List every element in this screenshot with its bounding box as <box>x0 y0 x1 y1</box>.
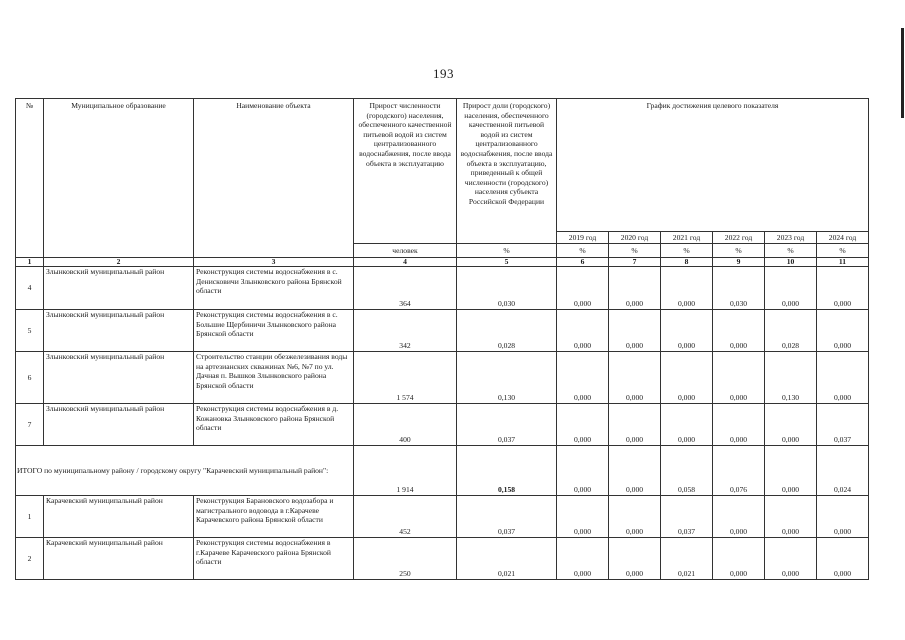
total-label: ИТОГО по муниципальному району / городскому округу "Карачевский муниципальный район": <box>16 446 354 496</box>
row-2021: 0,000 <box>661 310 713 352</box>
row-municipality: Злынковский муниципальный район <box>44 267 194 310</box>
row-share: 0,037 <box>457 404 557 446</box>
row-2023: 0,000 <box>765 404 817 446</box>
row-2021: 0,000 <box>661 352 713 404</box>
header-schedule: График достижения целевого показателя <box>557 99 869 232</box>
column-number: 7 <box>609 258 661 267</box>
row-object: Строительство станции обезжелезивания воды на артезианских скважинах №6, №7 по ул. Дачная п. Вышков Злынковского района Брянской области <box>194 352 354 404</box>
row-2022: 0,000 <box>713 404 765 446</box>
row-municipality: Карачевский муниципальный район <box>44 538 194 580</box>
row-2022: 0,030 <box>713 267 765 310</box>
row-share: 0,028 <box>457 310 557 352</box>
row-object: Реконструкция Барановского водозабора и магистрального водовода в г.Карачеве Карачевского района Брянской области <box>194 496 354 538</box>
row-share: 0,037 <box>457 496 557 538</box>
row-people: 250 <box>354 538 457 580</box>
row-2021: 0,021 <box>661 538 713 580</box>
row-share: 0,030 <box>457 267 557 310</box>
table-row <box>16 538 869 580</box>
total-share: 0,158 <box>457 446 557 496</box>
row-2023: 0,000 <box>765 267 817 310</box>
row-2022: 0,000 <box>713 310 765 352</box>
year-2022: 2022 год <box>713 231 765 243</box>
row-num: 5 <box>16 310 44 352</box>
row-num: 1 <box>16 496 44 538</box>
unit-percent: % <box>765 244 817 258</box>
row-2023: 0,028 <box>765 310 817 352</box>
row-share: 0,021 <box>457 538 557 580</box>
table-row <box>16 352 869 404</box>
row-people: 1 574 <box>354 352 457 404</box>
total-people: 1 914 <box>354 446 457 496</box>
row-people: 364 <box>354 267 457 310</box>
row-2022: 0,000 <box>713 538 765 580</box>
table-row <box>16 404 869 446</box>
row-2024: 0,000 <box>817 352 869 404</box>
total-2019: 0,000 <box>557 446 609 496</box>
table-row <box>16 267 869 310</box>
table-header-row <box>16 99 869 232</box>
row-municipality: Злынковский муниципальный район <box>44 310 194 352</box>
row-2023: 0,000 <box>765 496 817 538</box>
column-number: 6 <box>557 258 609 267</box>
row-object: Реконструкция системы водоснабжения в с. Большие Щербиничи Злынковского района Брянской области <box>194 310 354 352</box>
row-2020: 0,000 <box>609 352 661 404</box>
header-increase-share: Прирост доли (городского) населения, обеспеченного качественной питьевой водой из систем централизованного водоснабжения, после ввода объекта в эксплуатацию, приведенный к общей численности (городского) населения субъекта Российской Федерации <box>457 99 557 244</box>
header-object: Наименование объекта <box>194 99 354 258</box>
row-2024: 0,000 <box>817 310 869 352</box>
row-2024: 0,037 <box>817 404 869 446</box>
column-number-row <box>16 258 869 267</box>
row-object: Реконструкция системы водоснабжения в с. Денисковичи Злынковского района Брянской области <box>194 267 354 310</box>
unit-people: человек <box>354 244 457 258</box>
unit-percent: % <box>713 244 765 258</box>
row-2020: 0,000 <box>609 310 661 352</box>
target-indicator-table <box>15 98 869 580</box>
unit-percent: % <box>457 244 557 258</box>
year-2024: 2024 год <box>817 231 869 243</box>
row-2022: 0,000 <box>713 496 765 538</box>
row-2021: 0,037 <box>661 496 713 538</box>
row-people: 400 <box>354 404 457 446</box>
row-2019: 0,000 <box>557 352 609 404</box>
header-num: № <box>16 99 44 258</box>
row-municipality: Злынковский муниципальный район <box>44 352 194 404</box>
header-increase-people: Прирост численности (городского) населения, обеспеченного качественной питьевой водой из систем централизованного водоснабжения, после ввода объекта в эксплуатацию <box>354 99 457 244</box>
row-num: 7 <box>16 404 44 446</box>
total-2020: 0,000 <box>609 446 661 496</box>
table-row <box>16 310 869 352</box>
year-2021: 2021 год <box>661 231 713 243</box>
total-row <box>16 446 869 496</box>
row-num: 4 <box>16 267 44 310</box>
column-number: 4 <box>354 258 457 267</box>
row-2024: 0,000 <box>817 538 869 580</box>
total-2021: 0,058 <box>661 446 713 496</box>
year-2019: 2019 год <box>557 231 609 243</box>
row-2023: 0,000 <box>765 538 817 580</box>
row-people: 452 <box>354 496 457 538</box>
row-municipality: Карачевский муниципальный район <box>44 496 194 538</box>
row-2019: 0,000 <box>557 496 609 538</box>
unit-percent: % <box>609 244 661 258</box>
year-2023: 2023 год <box>765 231 817 243</box>
row-2019: 0,000 <box>557 267 609 310</box>
row-2022: 0,000 <box>713 352 765 404</box>
total-2023: 0,000 <box>765 446 817 496</box>
unit-percent: % <box>661 244 713 258</box>
total-2024: 0,024 <box>817 446 869 496</box>
column-number: 10 <box>765 258 817 267</box>
row-object: Реконструкция системы водоснабжения в г.Карачеве Карачевского района Брянской области <box>194 538 354 580</box>
row-2024: 0,000 <box>817 496 869 538</box>
row-2019: 0,000 <box>557 310 609 352</box>
row-2021: 0,000 <box>661 404 713 446</box>
total-2022: 0,076 <box>713 446 765 496</box>
row-2024: 0,000 <box>817 267 869 310</box>
column-number: 5 <box>457 258 557 267</box>
row-2020: 0,000 <box>609 404 661 446</box>
row-share: 0,130 <box>457 352 557 404</box>
row-2020: 0,000 <box>609 496 661 538</box>
unit-percent: % <box>817 244 869 258</box>
row-municipality: Злынковский муниципальный район <box>44 404 194 446</box>
row-object: Реконструкция системы водоснабжения в д. Кожановка Злынковского района Брянской области <box>194 404 354 446</box>
header-municipality: Муниципальное образование <box>44 99 194 258</box>
column-number: 3 <box>194 258 354 267</box>
row-num: 6 <box>16 352 44 404</box>
row-people: 342 <box>354 310 457 352</box>
page-number: 193 <box>433 66 454 81</box>
column-number: 8 <box>661 258 713 267</box>
page-edge-mark <box>901 28 904 118</box>
row-2019: 0,000 <box>557 404 609 446</box>
row-2023: 0,130 <box>765 352 817 404</box>
table-row <box>16 496 869 538</box>
row-num: 2 <box>16 538 44 580</box>
unit-percent: % <box>557 244 609 258</box>
row-2020: 0,000 <box>609 267 661 310</box>
column-number: 9 <box>713 258 765 267</box>
row-2021: 0,000 <box>661 267 713 310</box>
column-number: 1 <box>16 258 44 267</box>
year-2020: 2020 год <box>609 231 661 243</box>
row-2020: 0,000 <box>609 538 661 580</box>
column-number: 11 <box>817 258 869 267</box>
row-2019: 0,000 <box>557 538 609 580</box>
column-number: 2 <box>44 258 194 267</box>
